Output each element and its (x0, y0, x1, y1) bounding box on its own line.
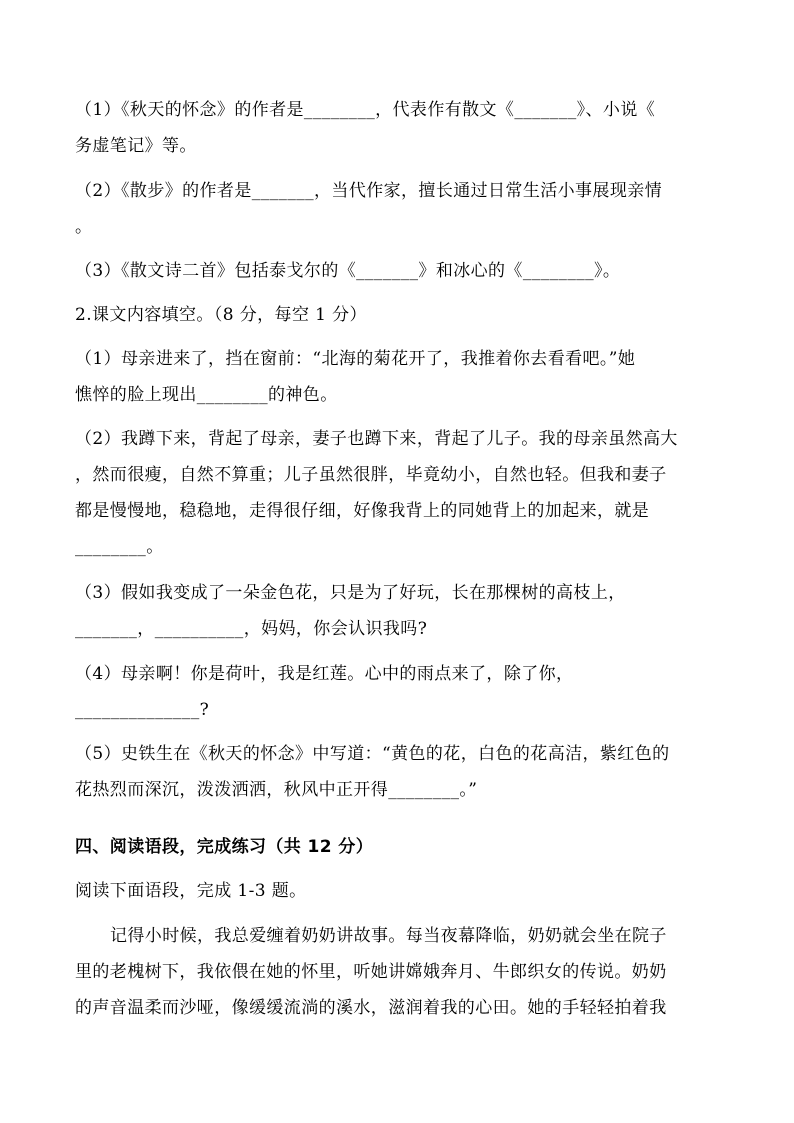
q3-line: （3）《散文诗二首》包括泰戈尔的《_______》和冰心的《________》。 (75, 261, 621, 281)
passage-line-3: 的声音温柔而沙哑，像缓缓流淌的溪水，滋润着我的心田。她的手轻轻拍着我 (75, 998, 667, 1018)
q2-line-2: 。 (75, 217, 93, 237)
fill-2-line-4: ________。 (75, 537, 164, 557)
passage-line-1: 记得小时候，我总爱缠着奶奶讲故事。每当夜幕降临，奶奶就会坐在院子 (110, 926, 667, 946)
fill-4-line-1: （4）母亲啊！你是荷叶，我是红莲。心中的雨点来了，除了你， (75, 664, 574, 684)
fill-1-line-2: 憔悴的脸上现出________的神色。 (75, 385, 338, 405)
section-4-heading: 四、阅读语段，完成练习（共 12 分） (75, 837, 374, 857)
fill-3-line-1: （3）假如我变成了一朵金色花，只是为了好玩，长在那棵树的高枝上， (75, 583, 626, 603)
fill-5-line-1: （5）史铁生在《秋天的怀念》中写道：“黄色的花，白色的花高洁，紫红色的 (75, 744, 670, 764)
fill-2-line-2: ，然而很瘦，自然不算重；儿子虽然很胖，毕竟幼小，自然也轻。但我和妻子 (75, 465, 667, 485)
section-2-title: 2.课文内容填空。（8 分，每空 1 分） (75, 305, 367, 325)
fill-2-line-3: 都是慢慢地，稳稳地，走得很仔细，好像我背上的同她背上的加起来，就是 (75, 501, 650, 521)
fill-3-line-2: _______，__________，妈妈，你会认识我吗? (75, 619, 428, 639)
q2-line-1: （2）《散步》的作者是_______，当代作家，擅长通过日常生活小事展现亲情 (75, 181, 663, 201)
q1-line-1: （1）《秋天的怀念》的作者是________，代表作有散文《_______》、小说《 (75, 100, 656, 120)
fill-2-line-1: （2）我蹲下来，背起了母亲，妻子也蹲下来，背起了儿子。我的母亲虽然高大 (75, 429, 678, 449)
fill-5-line-2: 花热烈而深沉，泼泼洒洒，秋风中正开得________。” (75, 780, 478, 800)
fill-4-line-2: ______________? (75, 700, 210, 720)
reading-instruction: 阅读下面语段，完成 1-3 题。 (75, 881, 307, 901)
passage-line-2: 里的老槐树下，我依偎在她的怀里，听她讲嫦娥奔月、牛郎织女的传说。奶奶 (75, 962, 667, 982)
q1-line-2: 务虚笔记》等。 (75, 136, 197, 156)
fill-1-line-1: （1）母亲进来了，挡在窗前：“北海的菊花开了，我推着你去看看吧。”她 (75, 349, 636, 369)
